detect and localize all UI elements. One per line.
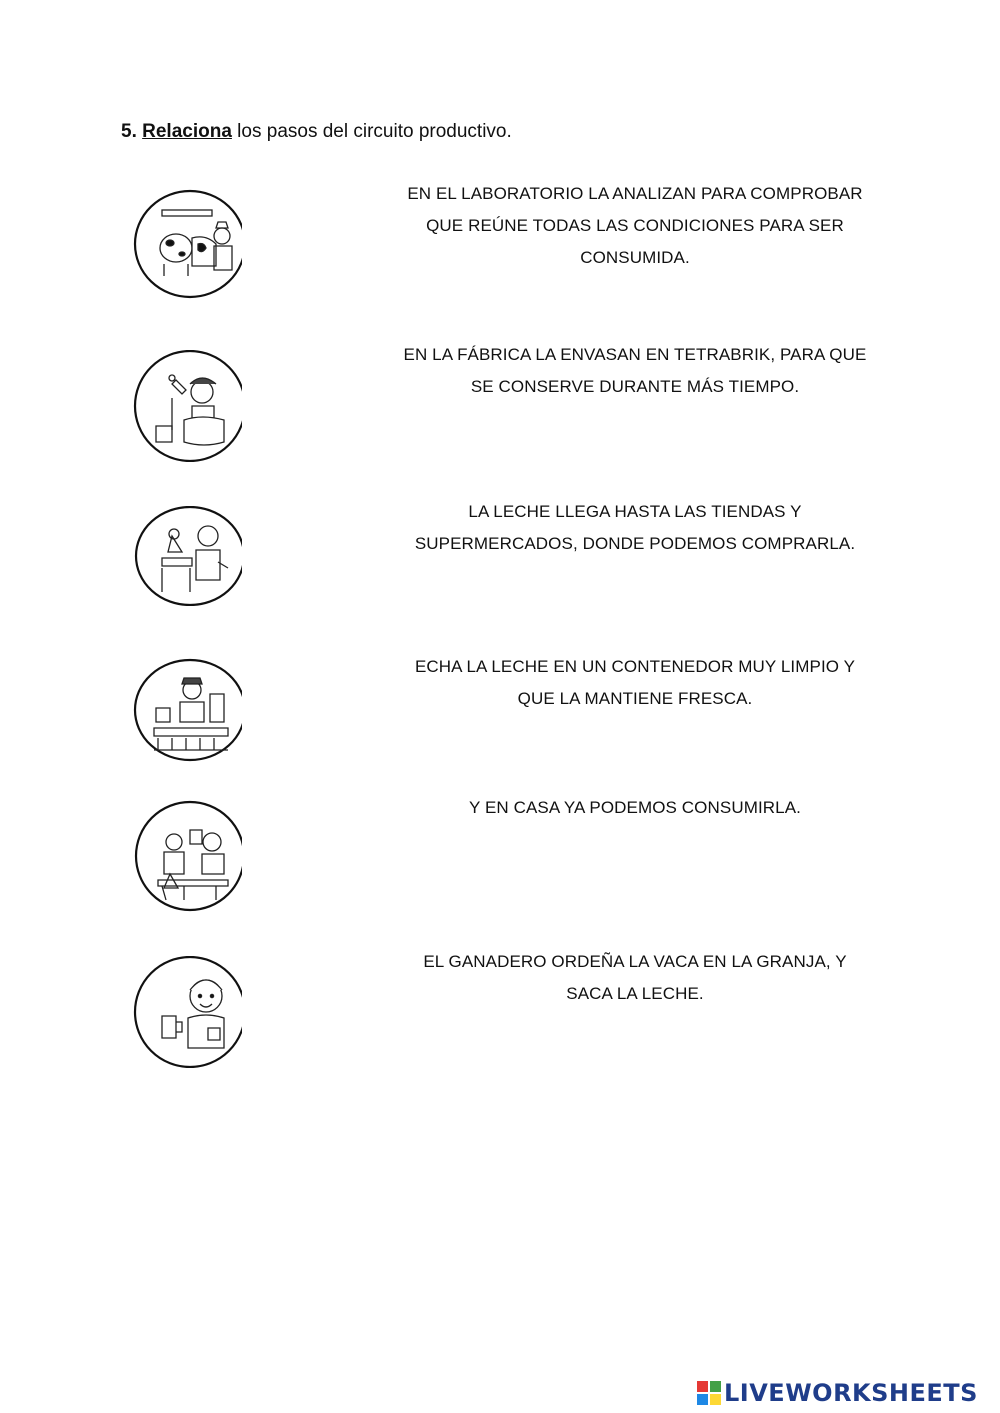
child-drinking-milk-icon[interactable] [132,956,244,1068]
factory-icon[interactable] [132,658,244,770]
exercise-verb: Relaciona [142,121,232,142]
match-text-6: EL GANADERO ORDEÑA LA VACA EN LA GRANJA, Y SACA LA LECHE. [423,952,847,1003]
laboratory-icon[interactable] [132,506,244,618]
liveworksheets-brand [697,1379,978,1407]
brand-name: LIVEWORKSHEETS [724,1379,978,1407]
match-text-1: EN EL LABORATORIO LA ANALIZAN PARA COMPROBAR QUE REÚNE TODAS LAS CONDICIONES PARA SER CONSUMIDA. [407,184,863,267]
supermarket-icon[interactable] [132,800,244,912]
match-text-3: LA LECHE LLEGA HASTA LAS TIENDAS Y SUPERMERCADOS, DONDE PODEMOS COMPRARLA. [414,502,856,553]
milk-tank-icon[interactable] [132,350,244,462]
exercise-instruction: los pasos del circuito productivo. [231,121,512,142]
exercise-number: 5. [121,121,137,142]
match-text-4: ECHA LA LECHE EN UN CONTENEDOR MUY LIMPIO Y QUE LA MANTIENE FRESCA. [414,657,856,708]
exercise-heading [121,120,512,144]
match-text-2: EN LA FÁBRICA LA ENVASAN EN TETRABRIK, PARA QUE SE CONSERVE DURANTE MÁS TIEMPO. [403,345,867,396]
liveworksheets-logo-icon [697,1381,721,1405]
cow-farmer-icon[interactable] [132,188,244,300]
match-text-5: Y EN CASA YA PODEMOS CONSUMIRLA. [469,798,801,817]
